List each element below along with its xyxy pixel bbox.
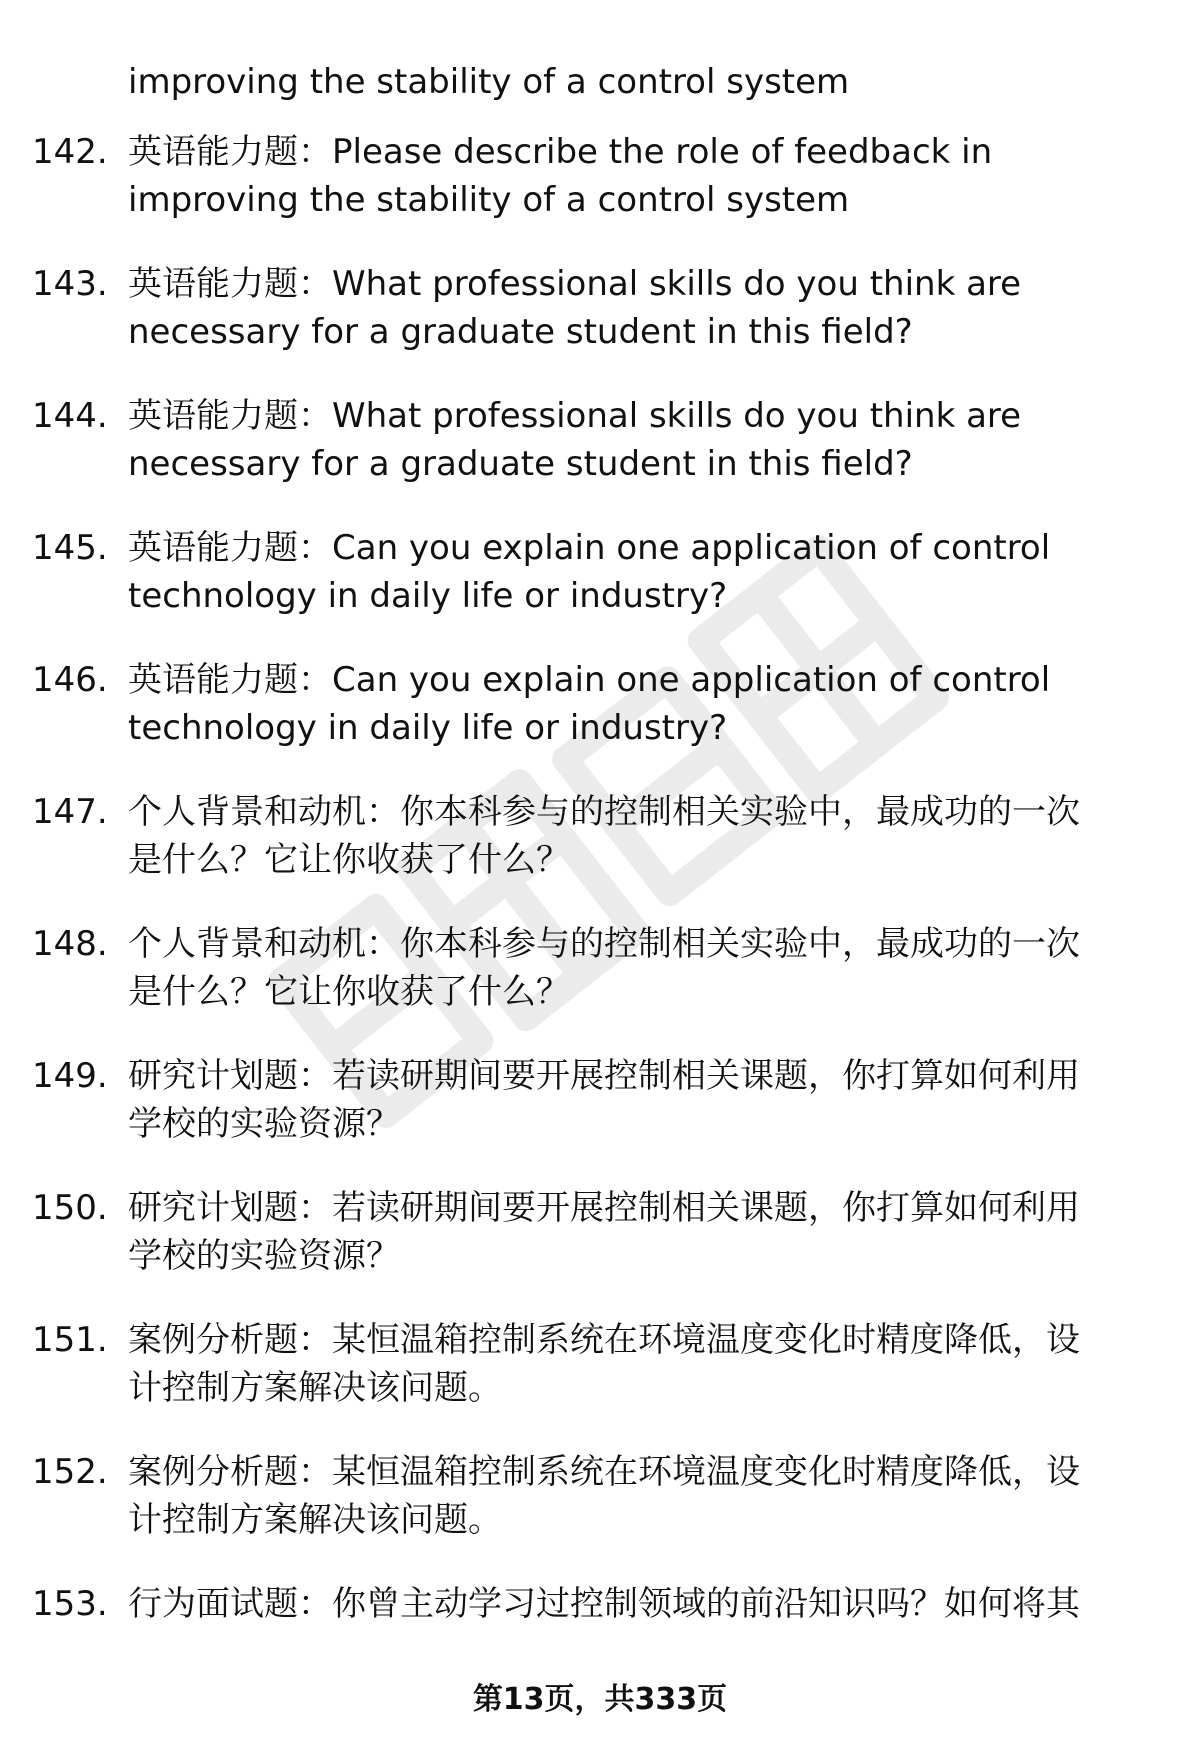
question-line: 个人背景和动机：你本科参与的控制相关实验中，最成功的一次 bbox=[128, 792, 1080, 832]
question-text bbox=[128, 788, 1148, 884]
question-number: 152. bbox=[32, 1452, 108, 1492]
question-line: 研究计划题：若读研期间要开展控制相关课题，你打算如何利用 bbox=[128, 1056, 1080, 1096]
continued-question-text: improving the stability of a control system bbox=[128, 62, 850, 102]
question-line: 计控制方案解决该问题。 bbox=[128, 1368, 502, 1408]
question-line: 计控制方案解决该问题。 bbox=[128, 1500, 502, 1540]
question-text bbox=[128, 524, 1148, 620]
question-number: 151. bbox=[32, 1320, 108, 1360]
question-line: 学校的实验资源？ bbox=[128, 1104, 400, 1144]
question-number: 144. bbox=[32, 396, 108, 436]
question-number: 148. bbox=[32, 924, 108, 964]
question-text bbox=[128, 656, 1148, 752]
question-line: 英语能力题：Please describe the role of feedback in bbox=[128, 132, 993, 172]
question-text bbox=[128, 920, 1148, 1016]
question-number: 149. bbox=[32, 1056, 108, 1096]
question-number: 145. bbox=[32, 528, 108, 568]
question-line: necessary for a graduate student in this field? bbox=[128, 312, 913, 352]
question-text bbox=[128, 392, 1148, 488]
question-line: necessary for a graduate student in this field? bbox=[128, 444, 913, 484]
question-text bbox=[128, 1052, 1148, 1148]
question-number: 142. bbox=[32, 132, 108, 172]
question-text bbox=[128, 1316, 1148, 1412]
question-line: 学校的实验资源？ bbox=[128, 1236, 400, 1276]
question-line: 是什么？它让你收获了什么？ bbox=[128, 972, 570, 1012]
question-line: technology in daily life or industry? bbox=[128, 576, 728, 616]
question-line: 行为面试题：你曾主动学习过控制领域的前沿知识吗？如何将其 bbox=[128, 1584, 1080, 1624]
question-line: 英语能力题：What professional skills do you think are bbox=[128, 396, 1022, 436]
question-line: 英语能力题：Can you explain one application of control bbox=[128, 660, 1051, 700]
question-number: 147. bbox=[32, 792, 108, 832]
question-line: 案例分析题：某恒温箱控制系统在环境温度变化时精度降低，设 bbox=[128, 1452, 1080, 1492]
question-number: 153. bbox=[32, 1584, 108, 1624]
question-text bbox=[128, 1580, 1148, 1628]
question-line: 案例分析题：某恒温箱控制系统在环境温度变化时精度降低，设 bbox=[128, 1320, 1080, 1360]
question-text bbox=[128, 128, 1148, 224]
question-line: technology in daily life or industry? bbox=[128, 708, 728, 748]
question-line: 研究计划题：若读研期间要开展控制相关课题，你打算如何利用 bbox=[128, 1188, 1080, 1228]
question-line: 是什么？它让你收获了什么？ bbox=[128, 840, 570, 880]
question-number: 150. bbox=[32, 1188, 108, 1228]
question-text bbox=[128, 1184, 1148, 1280]
question-line: 英语能力题：Can you explain one application of control bbox=[128, 528, 1051, 568]
question-line: improving the stability of a control system bbox=[128, 180, 850, 220]
question-number: 143. bbox=[32, 264, 108, 304]
page-number-footer: 第13页，共333页 bbox=[472, 1682, 728, 1717]
question-line: 个人背景和动机：你本科参与的控制相关实验中，最成功的一次 bbox=[128, 924, 1080, 964]
question-text bbox=[128, 1448, 1148, 1544]
question-text bbox=[128, 260, 1148, 356]
question-line: 英语能力题：What professional skills do you think are bbox=[128, 264, 1022, 304]
question-number: 146. bbox=[32, 660, 108, 700]
